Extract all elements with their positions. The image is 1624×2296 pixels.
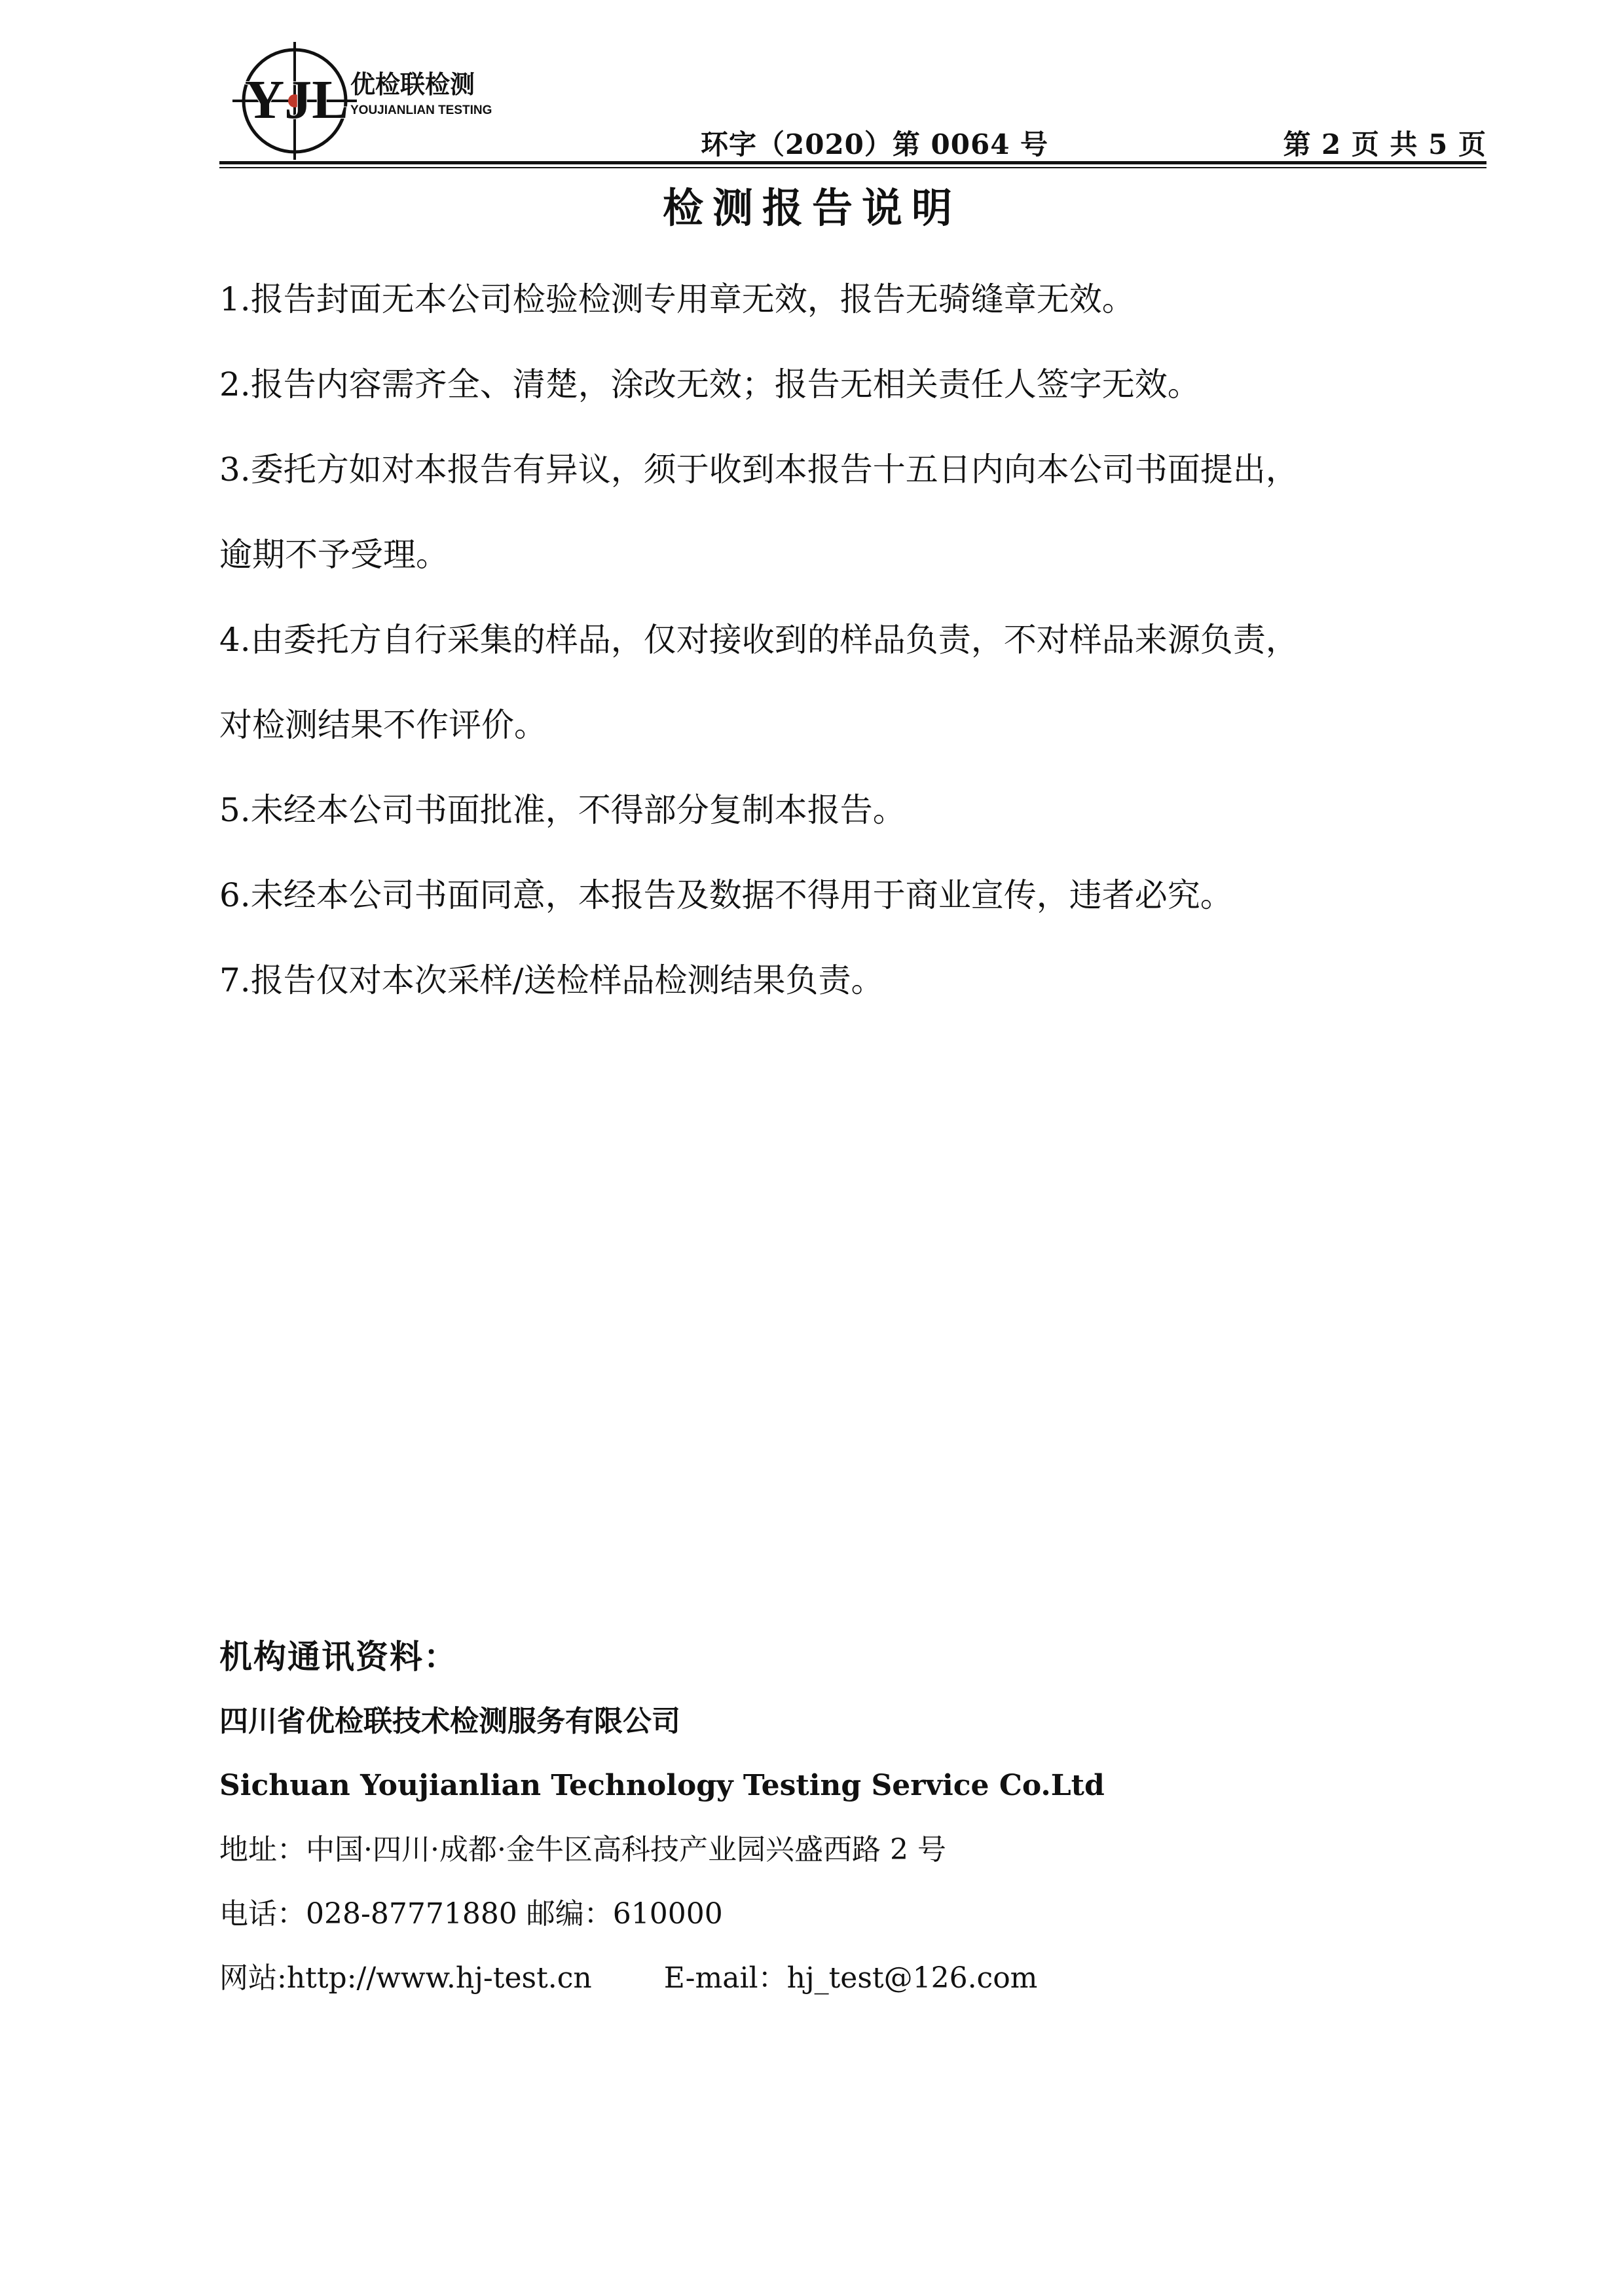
note-line: 7.报告仅对本次采样/送检样品检测结果负责。 bbox=[219, 961, 884, 999]
report-number: 环字（2020）第 0064 号 bbox=[701, 128, 1049, 160]
company-name-en: Sichuan Youjianlian Technology Testing Service Co.Ltd bbox=[219, 1769, 1105, 1802]
logo-en-name: YOUJIANLIAN TESTING bbox=[350, 103, 492, 117]
note-line: 对检测结果不作评价。 bbox=[219, 706, 547, 744]
note-line: 5.未经本公司书面批准，不得部分复制本报告。 bbox=[219, 791, 906, 829]
page-header bbox=[219, 123, 1486, 164]
contact-heading: 机构通讯资料： bbox=[219, 1638, 458, 1676]
company-address: 地址：中国·四川·成都·金牛区高科技产业园兴盛西路 2 号 bbox=[219, 1833, 946, 1866]
note-line: 2.报告内容需齐全、清楚，涂改无效；报告无相关责任人签字无效。 bbox=[219, 365, 1200, 403]
page-indicator: 第 2 页 共 5 页 bbox=[1283, 128, 1486, 160]
logo-mark: YJL bbox=[244, 69, 349, 130]
notes-list bbox=[219, 257, 1503, 1023]
note-line: 6.未经本公司书面同意，本报告及数据不得用于商业宣传，违者必究。 bbox=[219, 876, 1233, 914]
company-name-cn: 四川省优检联技术检测服务有限公司 bbox=[219, 1705, 680, 1738]
logo-cn-name: 优检联检测 bbox=[350, 70, 475, 99]
note-line: 逾期不予受理。 bbox=[219, 536, 449, 574]
company-email: E-mail：hj_test@126.com bbox=[663, 1961, 1038, 1995]
page-title: 检测报告说明 bbox=[662, 184, 961, 232]
company-phone-postcode: 电话：028-87771880 邮编：610000 bbox=[219, 1897, 723, 1931]
note-line: 4.由委托方自行采集的样品，仅对接收到的样品负责，不对样品来源负责， bbox=[219, 621, 1299, 659]
contact-section bbox=[219, 1624, 1503, 2010]
note-line: 1.报告封面无本公司检验检测专用章无效，报告无骑缝章无效。 bbox=[219, 280, 1135, 318]
company-website: 网站:http://www.hj-test.cn bbox=[219, 1961, 592, 1995]
header-divider-thin bbox=[219, 167, 1486, 168]
note-line: 3.委托方如对本报告有异议，须于收到本报告十五日内向本公司书面提出， bbox=[219, 451, 1299, 489]
header-divider bbox=[219, 161, 1486, 164]
company-web-email bbox=[219, 1946, 1503, 2010]
